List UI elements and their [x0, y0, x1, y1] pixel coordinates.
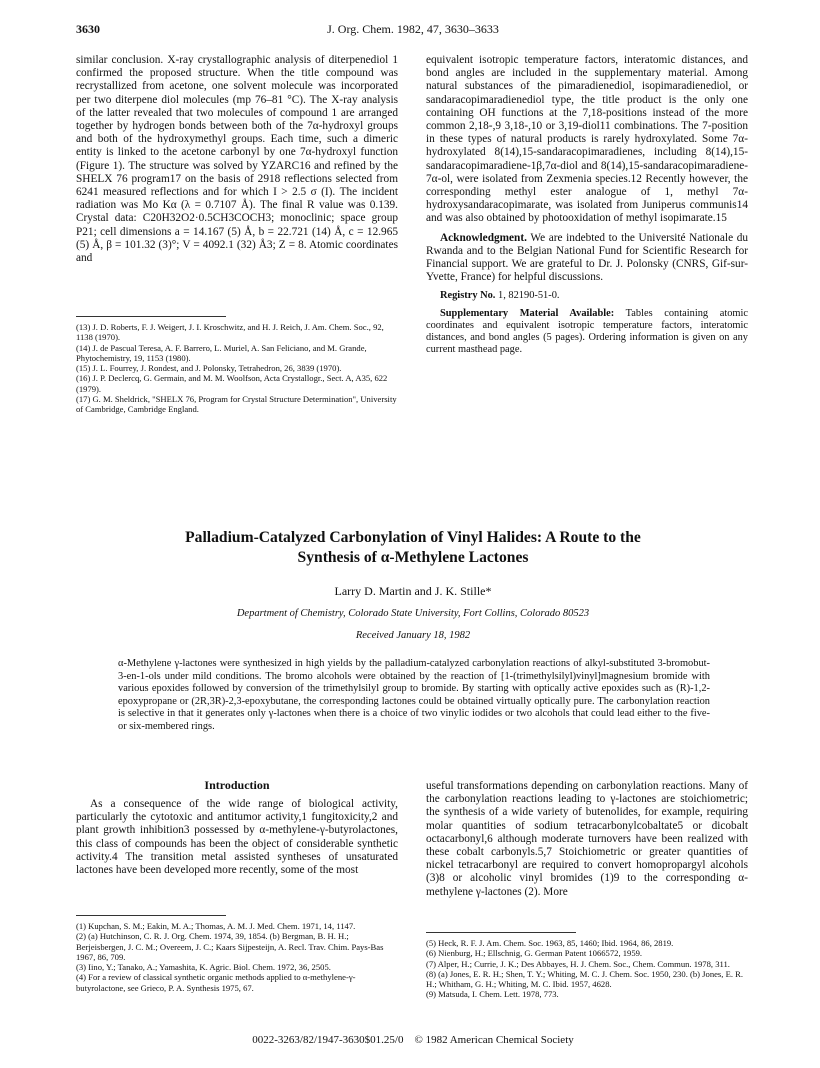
intro-left-footnotes — [76, 921, 398, 993]
registry-label: Registry No. — [440, 290, 496, 302]
title-line-1: Palladium-Catalyzed Carbonylation of Vinyl Halides: A Route to the — [185, 529, 641, 546]
footnote: (7) Alper, H.; Currie, J. K.; Des Abbayes, H. J. Chem. Soc., Chem. Commun. 1978, 311. — [426, 958, 730, 969]
footnote-rule-top-left — [76, 316, 226, 317]
article-code: 0022-3263/82/1947-3630$01.25/0 — [252, 1034, 404, 1046]
ack-text: We are indebted to the Université Nationale du Rwanda and to the Belgian National Fund for Scientific Research for Financial support. We are grateful to Dr. J. Polonsky (CNRS, Gif-sur-Yvette, France) for helpful discussions. — [426, 231, 748, 284]
footnote: (5) Heck, R. F. J. Am. Chem. Soc. 1963, 85, 1460; Ibid. 1964, 86, 2819. — [426, 938, 674, 948]
page-number: 3630 — [76, 22, 100, 36]
footnote: (17) G. M. Sheldrick, "SHELX 76, Program for Crystal Structure Determination", University of Cambridge, Cambridge England. — [76, 394, 397, 415]
copyright: © 1982 American Chemical Society — [414, 1034, 574, 1046]
title-line-2: Synthesis of α-Methylene Lactones — [297, 549, 529, 566]
footnote: (2) (a) Hutchinson, C. R. J. Org. Chem. 1974, 39, 1854. (b) Bergman, B. H. H.; Berjeisbergen, J. C. M.; Overeem, J. C.; Kaars Sijpesteijn, A. Recl. Trav. Chim. Pays-Bas 1967, 86, 709. — [76, 931, 384, 962]
supp-label: Supplementary Material Available: — [440, 307, 615, 319]
page-header — [76, 22, 750, 42]
intro-right-body: useful transformations depending on carbonylation reactions. Many of the carbonylation reactions leading to γ-lactones are stoichiometric; the synthesis of a wide variety of butenolides, for example, requiring molar quantities of sodium tetracarbonylcobaltate5 or dicobalt octacarbonyl,6 although moderate turnovers have been realized with these cobalt carbonyls.5,7 Stoichiometric or greater quantities of nickel tetracarbonyl are required to convert homopropargyl alcohols (3)8 or alcoholic vinyl bromides (1)9 to the corresponding α-methylene γ-lactones (2). More — [426, 780, 748, 898]
top-right-column — [426, 54, 748, 356]
top-left-column — [76, 54, 398, 265]
footnote: (6) Nienburg, H.; Ellschnig, G. German Patent 1066572, 1959. — [426, 948, 643, 959]
abstract: α-Methylene γ-lactones were synthesized in high yields by the palladium-catalyzed carbonylation reactions of alkyl-substituted 3-bromobut-3-en-1-ols under mild conditions. The bromo alcohols were obtained by the reaction of [1-(trimethylsilyl)vinyl]magnesium bromide with various epoxides followed by conversion of the trimethylsilyl group to bromide. By starting with optically active epoxides such as (R)-1,2-epoxypropane or (2R,3R)-2,3-epoxybutane, the corresponding lactones could be obtained virtually optically pure. The carbonylation reaction is selective in that it generates only γ-lactones when there is a choice of two vinylic iodides or two alcohols that could lead either to the five- or six-membered rings. — [118, 658, 710, 732]
intro-right-column — [426, 780, 748, 899]
footnote: (3) Iino, Y.; Tanako, A.; Yamashita, K. Agric. Biol. Chem. 1972, 36, 2505. — [76, 962, 331, 973]
footnote: (1) Kupchan, S. M.; Eakin, M. A.; Thomas, A. M. J. Med. Chem. 1971, 14, 1147. — [76, 921, 356, 931]
intro-left-column — [76, 798, 398, 877]
top-left-footnotes — [76, 322, 398, 415]
intro-right-footnotes — [426, 938, 748, 1000]
footnote-rule-bottom-right — [426, 932, 576, 933]
supp-text: Tables containing atomic coordinates and equivalent isotropic temperature factors, interatomic distances, and bond angles (5 pages). Ordering information is given on any current masthead page. — [426, 307, 748, 355]
footnote-rule-bottom-left — [76, 915, 226, 916]
page-footer — [76, 1034, 750, 1046]
footnote: (8) (a) Jones, E. R. H.; Shen, T. Y.; Whiting, M. C. J. Chem. Soc. 1950, 230. (b) Jones, E. R. H.; Whitham, G. H.; Whiting, M. C. Ibid. 1957, 4628. — [426, 968, 744, 990]
footnote: (9) Matsuda, I. Chem. Lett. 1978, 773. — [426, 989, 559, 1000]
journal-citation: J. Org. Chem. 1982, 47, 3630–3633 — [327, 22, 499, 36]
intro-left-body: As a consequence of the wide range of biological activity, particularly the cytotoxic and antitumor activity,1 fungitoxicity,2 and plant growth inhibition3 possessed by α-methylene-γ-butyrolactones, this class of compounds has been the object of considerable synthetic activity.4 The transition metal assisted syntheses of unsaturated lactones have been developed more recently, some of the most — [76, 798, 398, 877]
authors: Larry D. Martin and J. K. Stille* — [334, 584, 492, 598]
registry-text: 1, 82190-51-0. — [498, 290, 560, 302]
footnote: (13) J. D. Roberts, F. J. Weigert, J. I. Kroschwitz, and H. J. Reich, J. Am. Chem. Soc., 92, 1138 (1970). — [76, 322, 384, 343]
footnote: (16) J. P. Declercq, G. Germain, and M. M. Woolfson, Acta Crystallogr., Sect. A, A35, 622 (1979). — [76, 373, 388, 394]
top-left-body: similar conclusion. X-ray crystallographic analysis of diterpenediol 1 confirmed the proposed structure. When the title compound was recrystallized from acetone, one solvent molecule was incorporated per two diterpene diol molecules (mp 76–81 °C). The X-ray analysis of the latter revealed that two molecules of compound 1 are arranged together by hydrogen bonds between both of the 7α-hydroxyl groups and both of the hydroxymethyl groups. Each time, such a dimeric entity is linked to the acetone carbonyl by one 7α-hydroxyl function (Figure 1). The structure was solved by YZARC16 and refined by the SHELX 76 program17 on the basis of 2918 reflections selected from 6241 measured reflections and for which I > 2.5 σ (I). The incident radiation was Mo Kα (λ = 0.7107 Å). The final R value was 0.139. Crystal data: C20H32O2·0.5CH3COCH3; monoclinic; space group P21; cell dimensions a = 14.167 (5) Å, b = 22.721 (14) Å, c = 12.965 (5) Å, β = 101.32 (3)°; V = 4092.1 (32) Å3; Z = 8. Atomic coordinates and — [76, 54, 398, 265]
footnote: (14) J. de Pascual Teresa, A. F. Barrero, L. Muriel, A. San Feliciano, and M. Grande, Phytochemistry, 19, 1153 (1980). — [76, 342, 367, 363]
supplementary-material — [426, 308, 748, 356]
footnote: (15) J. L. Fourrey, J. Rondest, and J. Polonsky, Tetrahedron, 26, 3839 (1970). — [76, 363, 342, 374]
article-title — [76, 528, 750, 568]
registry — [426, 289, 748, 302]
footnote: (4) For a review of classical synthetic organic methods applied to α-methylene-γ-butyrolactone, see Grieco, P. A. Synthesis 1975, 67. — [76, 972, 356, 993]
affiliation: Department of Chemistry, Colorado State University, Fort Collins, Colorado 80523 — [236, 608, 590, 619]
acknowledgment — [426, 232, 748, 285]
top-right-body: equivalent isotropic temperature factors, interatomic distances, and bond angles are included in the supplementary material. Among natural substances of the pimaradienediol, isopimaradienediol, or sandaracopimaradienediol type, the title product is the only one containing OH functions at the 7,18-positions instead of the more common 2,18-,9 3,18-,10 or 3,19-diol11 combinations. The 7-position in these types of natural products is rarely hydroxylated. Some 7α-hydroxylated 8(14),15-sandaracopimaradienes, including 8(14),15-sandaracopimaradiene-1β,7α-diol and 8(14),15-sandaracopimaradiene-7α-ol, were isolated from Zexmenia species.12 Recently however, the corresponding methyl ester analogue of 1, methyl 7α-hydroxysandaracopimarate, was isolated from Juniperus communis14 and was also obtained by photooxidation of methyl isopimarate.15 — [426, 54, 748, 225]
introduction-heading: Introduction — [204, 778, 270, 792]
ack-label: Acknowledgment. — [440, 231, 527, 244]
received-date: Received January 18, 1982 — [355, 630, 471, 641]
